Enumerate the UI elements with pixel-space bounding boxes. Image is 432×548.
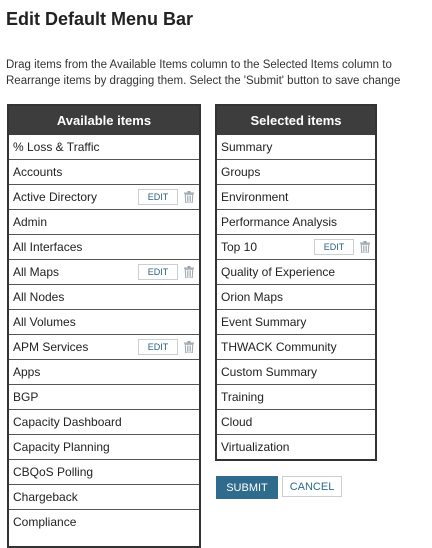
available-list-item[interactable] [9,460,199,485]
instructions [6,57,400,89]
available-list-item[interactable] [9,285,199,310]
trash-icon[interactable] [182,339,196,355]
edit-button[interactable]: EDIT [314,239,354,255]
available-list-item[interactable] [9,185,199,210]
trash-icon[interactable] [182,264,196,280]
trash-icon[interactable] [358,239,372,255]
available-list-item[interactable] [9,510,199,534]
submit-button[interactable]: SUBMIT [216,476,278,499]
available-item-label: APM Services [13,340,89,354]
selected-item-label: Event Summary [221,315,307,329]
edit-button[interactable]: EDIT [138,339,178,355]
selected-list-item[interactable] [217,410,375,435]
edit-button[interactable]: EDIT [138,189,178,205]
available-list-item[interactable] [9,435,199,460]
selected-list-item[interactable] [217,310,375,335]
available-list-item[interactable] [9,210,199,235]
available-item-label: Chargeback [13,490,78,504]
selected-list-item[interactable] [217,435,375,459]
available-items-column [7,104,201,548]
selected-item-label: Top 10 [221,240,258,254]
selected-item-label: Environment [221,190,289,204]
page-title: Edit Default Menu Bar [6,9,194,29]
trash-icon[interactable] [182,189,196,205]
available-item-label: All Interfaces [13,240,83,254]
available-list-item[interactable] [9,260,199,285]
selected-list-item[interactable] [217,235,375,260]
available-item-label: BGP [13,390,39,404]
available-item-label: Capacity Dashboard [13,415,122,429]
selected-list-item[interactable] [217,385,375,410]
available-items-list [9,135,199,534]
available-item-label: Admin [13,215,48,229]
selected-list-item[interactable] [217,285,375,310]
available-list-item[interactable] [9,385,199,410]
selected-item-label: Training [221,390,264,404]
available-list-item[interactable] [9,235,199,260]
instructions-line-2: Rearrange items by dragging them. Select the 'Submit' button to save change [6,75,401,87]
selected-list-item[interactable] [217,185,375,210]
available-list-item[interactable] [9,410,199,435]
available-list-item[interactable] [9,310,199,335]
available-item-label: All Maps [13,265,60,279]
selected-list-item[interactable] [217,160,375,185]
selected-item-label: Groups [221,165,261,179]
selected-items-list [217,135,375,459]
instructions-line-1: Drag items from the Available Items column to the Selected Items column to [6,59,392,71]
available-item-label: Capacity Planning [13,440,110,454]
available-item-label: Accounts [13,165,63,179]
available-item-label: All Volumes [13,315,76,329]
selected-item-label: Quality of Experience [221,265,336,279]
available-list-item[interactable] [9,485,199,510]
selected-item-label: Virtualization [221,440,290,454]
available-items-header: Available items [9,106,199,135]
available-item-label: Active Directory [13,190,98,204]
available-item-label: CBQoS Polling [13,465,94,479]
selected-item-label: Orion Maps [221,290,284,304]
available-item-label: Compliance [13,515,77,529]
selected-items-column [215,104,377,461]
available-list-item[interactable] [9,160,199,185]
edit-button[interactable]: EDIT [138,264,178,280]
selected-item-label: Cloud [221,415,253,429]
available-item-label: Apps [13,365,41,379]
available-list-item[interactable] [9,335,199,360]
selected-items-header: Selected items [217,106,375,135]
selected-list-item[interactable] [217,360,375,385]
selected-item-label: Summary [221,140,273,154]
selected-list-item[interactable] [217,210,375,235]
selected-item-label: THWACK Community [221,340,337,354]
selected-item-label: Performance Analysis [221,215,338,229]
available-item-label: % Loss & Traffic [13,140,100,154]
available-item-label: All Nodes [13,290,65,304]
selected-item-label: Custom Summary [221,365,318,379]
selected-list-item[interactable] [217,135,375,160]
available-list-item[interactable] [9,135,199,160]
selected-list-item[interactable] [217,260,375,285]
selected-list-item[interactable] [217,335,375,360]
cancel-button[interactable]: CANCEL [282,476,342,497]
available-list-item[interactable] [9,360,199,385]
